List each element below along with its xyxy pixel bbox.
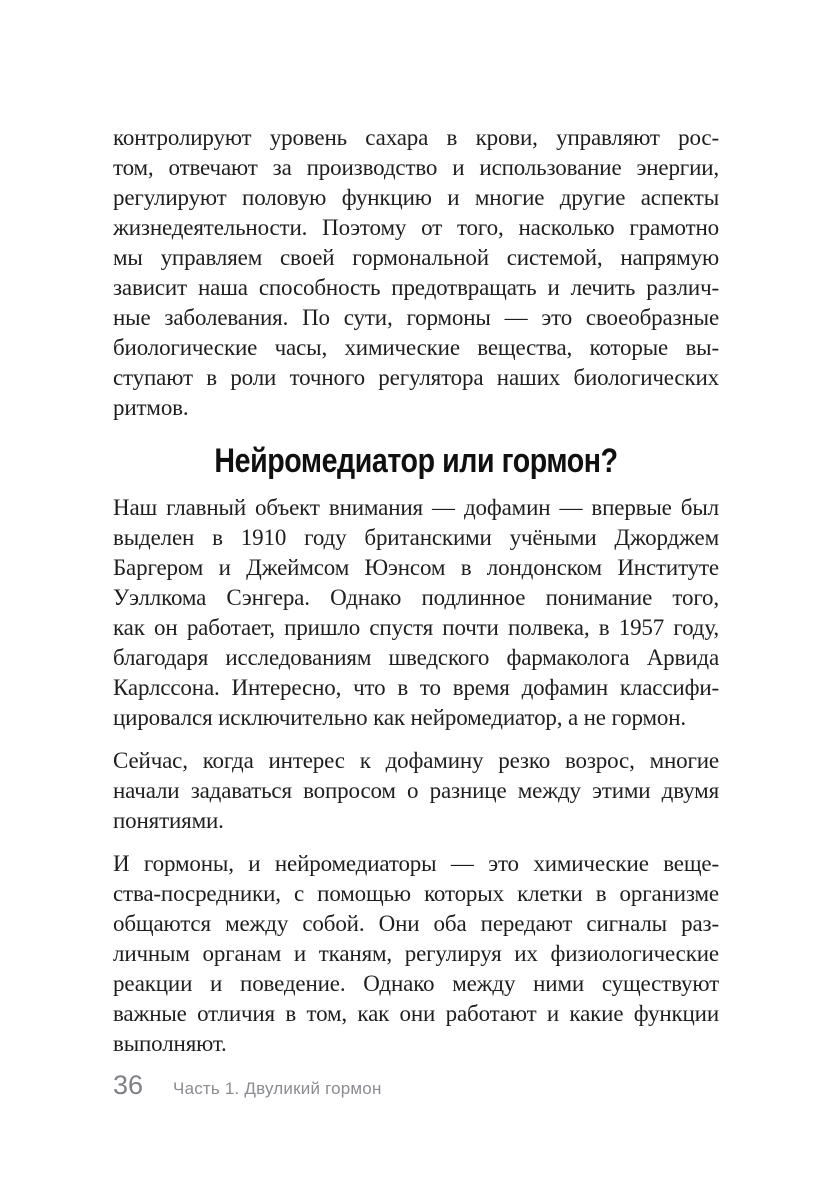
text-line: выполняют. [113,1031,227,1056]
paragraph-3 [113,746,719,836]
text-line: Карлссона. Интересно, что в то время дофамин классифи- [113,675,719,700]
text-line: цировался исключительно как нейромедиатор, а не гормон. [113,705,687,730]
text-line: Баргером и Джеймсом Юэнсом в лондонском Институте [113,555,719,580]
text-line: ступают в роли точного регулятора наших биологических [113,365,719,390]
text-line: реакции и поведение. Однако между ними существуют [113,971,719,996]
text-line: регулируют половую функцию и многие другие аспекты [113,185,719,210]
paragraph-2 [113,493,719,733]
text-line: личным органам и тканям, регулируя их физиологические [113,941,719,966]
text-line: ные заболевания. По сути, гормоны — это своеобразные [113,305,719,330]
text-line: начали задаваться вопросом о разнице между этими двумя [113,778,719,803]
text-line: благодаря исследованиям шведского фармаколога Арвида [113,645,719,670]
text-line: том, отвечают за производство и использование энергии, [113,155,719,180]
page-body [113,123,719,1072]
text-line: понятиями. [113,808,224,833]
text-line: ства-посредники, с помощью которых клетки в организме [113,881,719,906]
paragraph-1 [113,123,719,423]
section-heading [113,439,719,483]
text-line: Сейчас, когда интерес к дофамину резко возрос, многие [113,748,719,773]
text-line: Наш главный объект внимания — дофамин — впервые был [113,495,719,520]
text-line: мы управляем своей гормональной системой, напрямую [113,245,719,270]
running-title: Часть 1. Двуликий гормон [173,1079,382,1098]
page-footer [113,1070,382,1101]
text-line: важные отличия в том, как они работают и какие функции [113,1001,719,1026]
text-line: контролируют уровень сахара в крови, управляют рос- [113,125,719,150]
paragraph-4 [113,849,719,1059]
text-line: Уэллкома Сэнгера. Однако подлинное понимание того, [113,585,719,610]
text-line: жизнедеятельности. Поэтому от того, насколько грамотно [113,215,719,240]
section-heading-text: Нейромедиатор или гормон? [214,442,618,480]
text-line: выделен в 1910 году британскими учёными Джорджем [113,525,719,550]
text-line: как он работает, пришло спустя почти полвека, в 1957 году, [113,615,719,640]
text-line: И гормоны, и нейромедиаторы — это химические веще- [113,851,719,876]
text-line: общаются между собой. Они оба передают сигналы раз- [113,911,719,936]
text-line: зависит наша способность предотвращать и лечить различ- [113,275,719,300]
text-line: ритмов. [113,395,189,420]
page-number: 36 [113,1070,144,1100]
text-line: биологические часы, химические вещества, которые вы- [113,335,719,360]
